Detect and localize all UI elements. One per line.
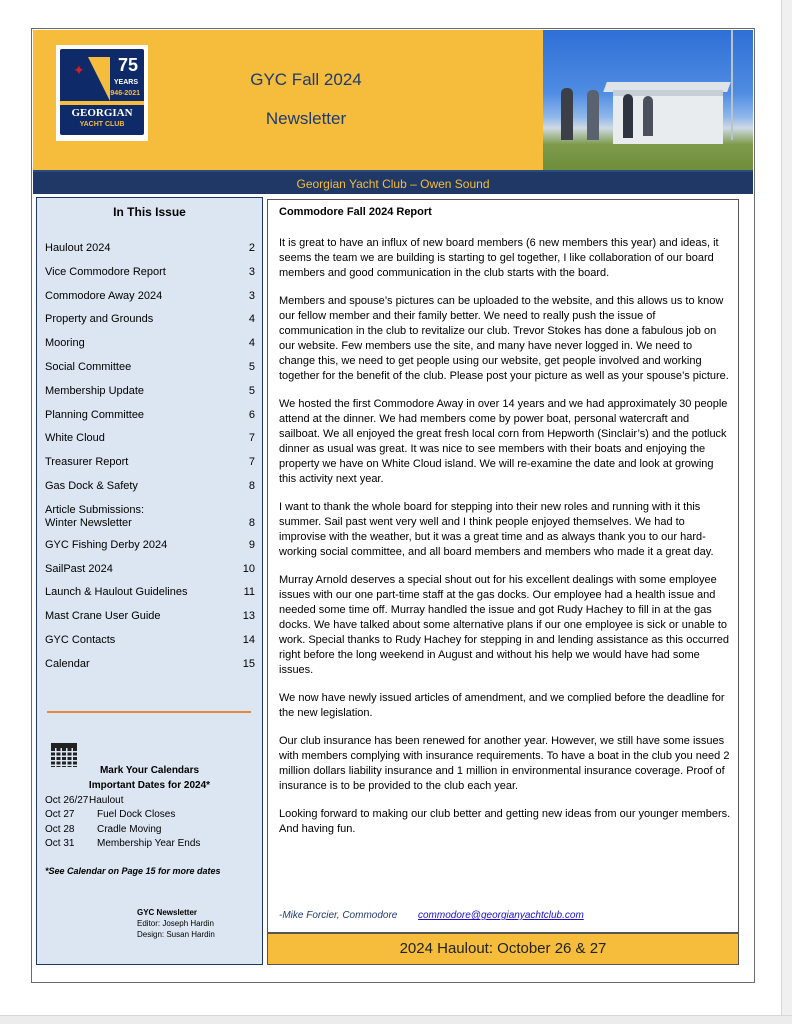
toc-label: Gas Dock & Safety (45, 479, 138, 492)
toc-page: 4 (248, 313, 255, 326)
photo-person (561, 88, 573, 140)
newsletter-subtitle: Newsletter (265, 109, 347, 128)
haulout-banner: 2024 Haulout: October 26 & 27 (267, 933, 739, 965)
toc-label: Treasurer Report (45, 456, 129, 469)
article-paragraph: Murray Arnold deserves a special shout out for his excellent dealings with some employee issues with our one part-time staff at the gas docks. Our employee had a health issue and needed some time off. Murray handled the issue and got Rudy Hachey to fill in at the gas docks. We have talked about some alternative plans if our one employee is sick or unable to work. Special thanks to Rudy Hachey for stepping in and lending assistance as this occurred right before the long weekend in August and without his help we would have had some issues. (279, 574, 730, 676)
toc-item (45, 289, 255, 314)
logo-stripe (60, 101, 144, 105)
toc-label: White Cloud (45, 432, 105, 445)
toc-item (45, 337, 255, 361)
toc-item (45, 586, 255, 610)
photo-mast (731, 30, 733, 140)
toc-page: 15 (242, 657, 255, 670)
date-value: Oct 26/27 (45, 795, 89, 806)
toc-page: 9 (248, 538, 255, 551)
date-value: Oct 31 (45, 837, 75, 849)
photo-person (587, 90, 599, 140)
logo-badge (60, 49, 144, 135)
article-paragraph: Members and spouse’s pictures can be uploaded to the website, and this allows us to know our fellow member and their family better. We need to really push the issue of communication in the club to revitalize our club. Trevor Stokes has done a fabulous job on our website. Few members use the site, and many have never logged in. We need to change this, we need to get people using our website, get people involved and working together for the benefit of the club. Please post your picture as well as your spouse’s picture. (279, 295, 729, 382)
logo-anniversary-number: 75 (117, 55, 138, 75)
credit-design: Design: Susan Hardin (137, 930, 215, 939)
toc-item (45, 610, 255, 634)
toc-page: 3 (248, 265, 255, 278)
date-row (45, 795, 255, 809)
date-event: Haulout (89, 795, 124, 806)
article-paragraph: We now have newly issued articles of amendment, and we complied before the deadline for the new legislation. (279, 692, 725, 719)
sidebar-title: In This Issue (113, 205, 186, 219)
sidebar (36, 197, 263, 965)
horizontal-scrollbar[interactable] (0, 1015, 792, 1024)
toc-page: 5 (248, 384, 255, 397)
toc-label: Mooring (45, 337, 85, 350)
calendar-icon (51, 743, 77, 767)
toc-label: Planning Committee (45, 408, 145, 421)
toc-item (45, 633, 255, 658)
article-box (267, 199, 739, 933)
toc-label: GYC Fishing Derby 2024 (45, 538, 168, 551)
date-value: Oct 28 (45, 823, 75, 835)
calendar-note: *See Calendar on Page 15 for more dates (45, 866, 221, 876)
toc-page: 13 (242, 610, 255, 623)
logo-club-name: GEORGIAN (71, 107, 133, 119)
toc-item (45, 456, 255, 480)
toc-item (45, 479, 255, 504)
toc-item (45, 360, 255, 385)
toc-item (45, 503, 255, 539)
article-title: Commodore Fall 2024 Report (279, 206, 432, 218)
date-event: Cradle Moving (97, 823, 162, 835)
club-banner: Georgian Yacht Club – Owen Sound (33, 170, 753, 194)
commodore-email-link[interactable]: commodore@georgianyachtclub.com (418, 910, 584, 921)
toc-label: GYC Contacts (45, 633, 116, 646)
logo-club-sub: YACHT CLUB (79, 121, 125, 128)
important-dates (45, 795, 255, 852)
toc-item (45, 313, 255, 337)
date-value: Oct 27 (45, 809, 75, 821)
newsletter-title: GYC Fall 2024 (250, 70, 362, 89)
article-body (279, 236, 731, 850)
toc-label: Launch & Haulout Guidelines (45, 586, 188, 599)
toc-page: 4 (248, 337, 255, 350)
date-event: Fuel Dock Closes (97, 809, 176, 821)
toc-item (45, 657, 255, 682)
logo-dates-label: 1946-2021 (106, 90, 140, 97)
table-of-contents (45, 242, 255, 682)
toc-item (45, 265, 255, 290)
club-logo (56, 45, 148, 141)
calendar-heading: Mark Your Calendars (99, 765, 200, 776)
toc-page: 14 (242, 633, 255, 646)
toc-page: 10 (242, 562, 255, 575)
newsletter-credits (137, 907, 215, 940)
club-members-photo (543, 30, 753, 170)
toc-label: Social Committee (45, 360, 132, 373)
toc-label: Property and Grounds (45, 313, 154, 326)
credit-title: GYC Newsletter (137, 908, 198, 917)
logo-years-label: YEARS (113, 79, 138, 86)
toc-item (45, 384, 255, 409)
calendar-subheading: Important Dates for 2024* (88, 780, 211, 791)
sidebar-divider (47, 711, 251, 713)
date-row (45, 824, 255, 838)
toc-page: 11 (243, 586, 255, 599)
toc-label: Vice Commodore Report (45, 265, 166, 278)
toc-label: Mast Crane User Guide (45, 610, 161, 623)
credit-editor: Editor: Joseph Hardin (137, 919, 214, 928)
toc-page: 2 (248, 242, 255, 254)
photo-person (643, 96, 653, 136)
article-paragraph: Our club insurance has been renewed for another year. However, we still have some issues with members complying with insurance requirements. To have a boat in the club you need 2 million dollars liability insurance and 1 million in environmental insurance coverage. Proof of insurance is to be provided to the club each year. (279, 735, 730, 792)
toc-label: Haulout 2024 (45, 242, 111, 254)
article-paragraph: Looking forward to making our club better and getting new ideas from our younger members. And having fun. (279, 808, 731, 835)
toc-label: Article Submissions: Winter Newsletter (45, 503, 145, 529)
toc-item (45, 408, 255, 433)
article-paragraph: I want to thank the whole board for stepping into their new roles and running with it this summer. Sail past went very well and I think people enjoyed themselves. We had to improvise with the weather, but it was a great time and as always thank you to our hard-working social committee, and all board members and members who made it a great day. (279, 501, 714, 558)
toc-page: 6 (248, 408, 255, 421)
date-row (45, 838, 255, 852)
toc-label: SailPast 2024 (45, 562, 113, 575)
vertical-scrollbar[interactable] (781, 0, 792, 1024)
article-signature: -Mike Forcier, Commodore (279, 910, 398, 921)
date-row (45, 809, 255, 823)
toc-label: Calendar (45, 657, 90, 670)
maple-leaf-icon: ✦ (73, 63, 85, 79)
toc-item (45, 538, 255, 563)
toc-page: 8 (248, 516, 255, 529)
toc-label: Membership Update (45, 384, 145, 397)
article-paragraph: It is great to have an influx of new board members (6 new members this year) and ideas, it seems the team we are building is starting to gel together, I like collaboration of our board members and good communication in the club starts with the board. (279, 237, 719, 279)
toc-item (45, 432, 255, 456)
toc-page: 7 (248, 432, 255, 445)
toc-item (45, 562, 255, 587)
toc-item (45, 242, 255, 266)
toc-label: Commodore Away 2024 (45, 289, 163, 302)
toc-page: 8 (248, 479, 255, 492)
article-paragraph: We hosted the first Commodore Away in over 14 years and we had approximately 30 people attend at the dinner. We had members come by power boat, personal watercraft and sailboat. We all enjoyed the great fresh local corn from Hepworth (Sinclair’s) and the potluck dinner as usual was great. It was nice to see members with their boats and enjoying the property we have on White Cloud island. We will re-examine the date and look at growing this activity next year. (279, 398, 728, 485)
toc-page: 7 (248, 456, 255, 469)
toc-page: 5 (248, 360, 255, 373)
date-event: Membership Year Ends (97, 837, 201, 849)
toc-page: 3 (248, 289, 255, 302)
photo-person (623, 94, 633, 138)
